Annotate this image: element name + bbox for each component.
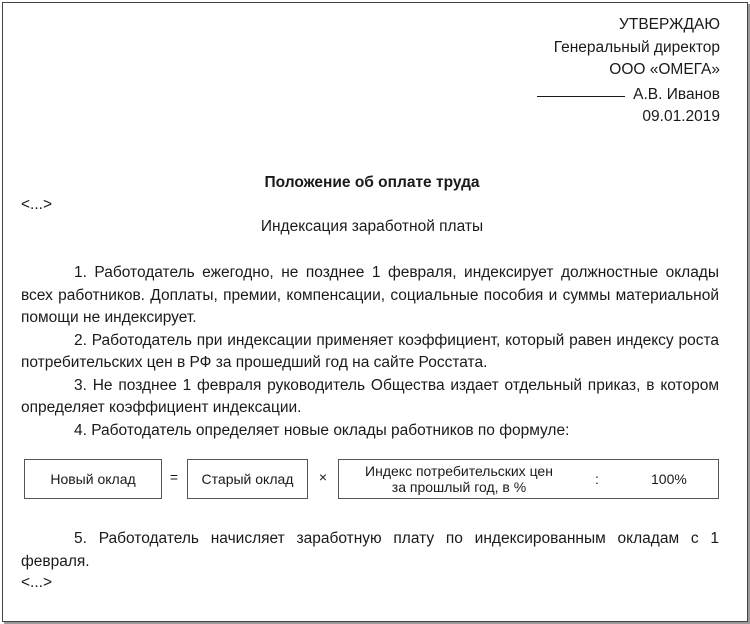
signature-line (537, 82, 625, 97)
document-body-end (21, 528, 719, 573)
formula-times: × (318, 469, 328, 485)
paragraph-3: 3. Не позднее 1 февраля руководитель Общества издает отдельный приказ, в котором определяет коэффициент индексации. (21, 376, 719, 416)
approval-company: ООО «ОМЕГА» (609, 61, 720, 78)
formula-old-salary-box (187, 459, 308, 499)
approval-position: Генеральный директор (553, 38, 720, 56)
formula-new-salary: Новый оклад (50, 471, 136, 487)
section-title: Индексация заработной платы (260, 218, 484, 235)
document-title: Положение об оплате труда (264, 174, 480, 191)
document-body (21, 262, 719, 442)
approval-date: 09.01.2019 (642, 108, 720, 125)
ellipsis-bottom: <...> (21, 574, 53, 591)
paragraph-4: 4. Работодатель определяет новые оклады работников по формуле: (74, 421, 570, 439)
formula-index-box (338, 459, 719, 499)
formula-index-line1: Индекс потребительских цен (365, 463, 553, 479)
approval-signature-row (537, 82, 720, 107)
paragraph-5: 5. Работодатель начисляет заработную плату по индексированным окладам с 1 февраля. (21, 530, 719, 570)
ellipsis-top: <...> (21, 196, 53, 213)
formula-index-line2: за прошлый год, в % (391, 479, 527, 495)
formula-divide: : (595, 471, 599, 487)
formula-index-text (339, 463, 579, 495)
approval-heading: УТВЕРЖДАЮ (619, 16, 720, 33)
formula-old-salary: Старый оклад (201, 471, 294, 487)
paragraph-2: 2. Работодатель при индексации применяет коэффициент, который равен индексу роста потребительских цен в РФ за прошедший год на сайте Росстата. (21, 331, 719, 371)
approval-signer: А.В. Иванов (633, 85, 720, 103)
formula-percent: 100% (651, 471, 687, 487)
formula-equals: = (169, 469, 179, 485)
approval-block (537, 14, 720, 129)
paragraph-1: 1. Работодатель ежегодно, не позднее 1 февраля, индексирует должностные оклады всех работников. Доплаты, премии, компенсации, социальные пособия и суммы материальной помощи не индексирует. (21, 264, 719, 326)
formula-new-salary-box (24, 459, 162, 499)
